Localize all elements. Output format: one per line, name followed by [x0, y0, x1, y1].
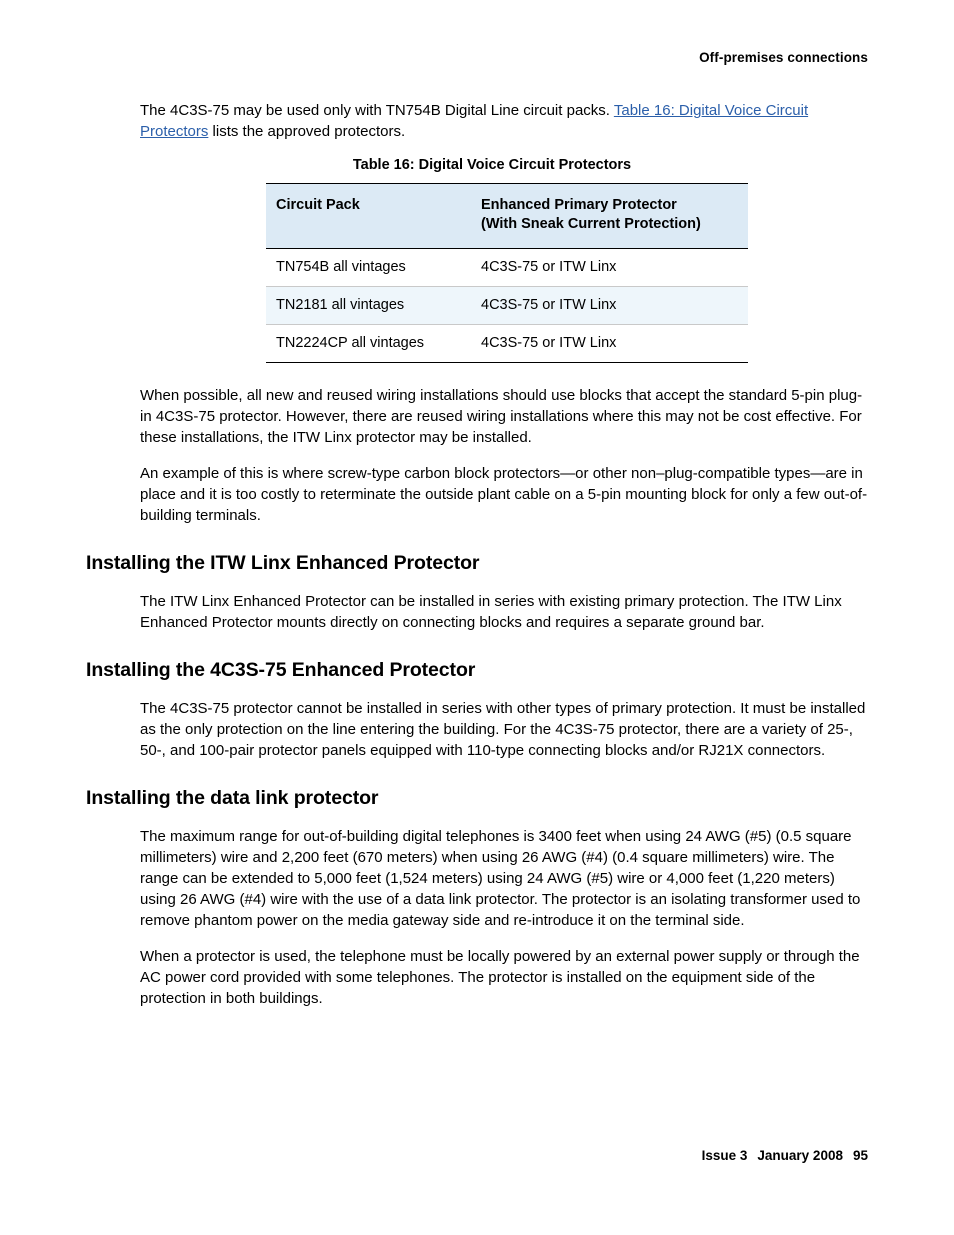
table-caption: Table 16: Digital Voice Circuit Protectors: [352, 157, 632, 173]
footer-issue: Issue 3: [701, 1148, 748, 1163]
column-header-line-1: Enhanced Primary Protector: [481, 197, 677, 213]
page-content: [86, 100, 868, 1024]
footer-date: January 2008: [757, 1148, 843, 1163]
paragraph-example: An example of this is where screw-type carbon block protectors—or other non–plug-compatible types—are in place and it is too costly to reterminate the outside plant cable on a 5-pin mounting block for only a few out-of-building terminals.: [140, 465, 868, 524]
intro-text-after-link: lists the approved protectors.: [208, 123, 406, 140]
footer-page-number: 95: [852, 1148, 868, 1163]
column-header-enhanced-primary-protector: [471, 184, 748, 249]
table-row: [266, 325, 748, 363]
paragraph-data-link-power: When a protector is used, the telephone must be locally powered by an external power supply or through the AC power cord provided with some telephones. The protector is installed on the equipment side of the protection in both buildings.: [140, 948, 860, 1007]
heading-installing-data-link-protector: Installing the data link protector: [86, 787, 379, 809]
cell-protector: 4C3S-75 or ITW Linx: [471, 249, 748, 287]
cell-circuit-pack: TN2181 all vintages: [266, 287, 471, 325]
intro-text-before-link: The 4C3S-75 may be used only with TN754B Digital Line circuit packs.: [140, 102, 614, 119]
page-footer: [702, 1148, 868, 1163]
heading-installing-itw-linx-enhanced-protector: Installing the ITW Linx Enhanced Protector: [86, 552, 480, 574]
cell-protector: 4C3S-75 or ITW Linx: [471, 325, 748, 363]
table-header-row: [266, 184, 748, 249]
paragraph-itw-linx-install: The ITW Linx Enhanced Protector can be installed in series with existing primary protection. The ITW Linx Enhanced Protector mounts directly on connecting blocks and requires a separate ground bar.: [140, 593, 842, 631]
table-row: [266, 249, 748, 287]
table-16-cross-reference-link[interactable]: Table 16: Digital Voice Circuit Protectors: [140, 102, 809, 140]
paragraph-when-possible: When possible, all new and reused wiring installations should use blocks that accept the standard 5-pin plug-in 4C3S-75 protector. However, there are reused wiring installations where this may not be cost effective. For these installations, the ITW Linx protector may be installed.: [140, 387, 863, 446]
table-row: [266, 287, 748, 325]
column-header-circuit-pack: Circuit Pack: [266, 184, 471, 249]
heading-installing-4c3s75-enhanced-protector: Installing the 4C3S-75 Enhanced Protector: [86, 659, 476, 681]
cell-circuit-pack: TN2224CP all vintages: [266, 325, 471, 363]
paragraph-4c3s75-install: The 4C3S-75 protector cannot be installed in series with other types of primary protection. It must be installed as the only protection on the line entering the building. For the 4C3S-75 protector, there are a variety of 25-, 50-, and 100-pair protector panels equipped with 110-type connecting blocks and/or RJ21X connectors.: [140, 700, 866, 759]
cell-circuit-pack: TN754B all vintages: [266, 249, 471, 287]
column-header-line-2: (With Sneak Current Protection): [481, 216, 701, 232]
paragraph-data-link-range: The maximum range for out-of-building digital telephones is 3400 feet when using 24 AWG (#5) (0.5 square millimeters) wire and 2,200 feet (670 meters) when using 26 AWG (#4) (0.4 square millimeters) wire. The range can be extended to 5,000 feet (1,524 meters) using 24 AWG (#5) wire or 4,000 feet (1,220 meters) using 26 AWG (#4) wire with the use of a data link protector. The protector is an isolating transformer used to remove phantom power on the media gateway side and re-introduce it on the terminal side.: [140, 828, 861, 929]
intro-paragraph: [86, 100, 868, 142]
cell-protector: 4C3S-75 or ITW Linx: [471, 287, 748, 325]
digital-voice-circuit-protectors-table: [266, 183, 748, 363]
running-header: Off-premises connections: [699, 50, 868, 65]
